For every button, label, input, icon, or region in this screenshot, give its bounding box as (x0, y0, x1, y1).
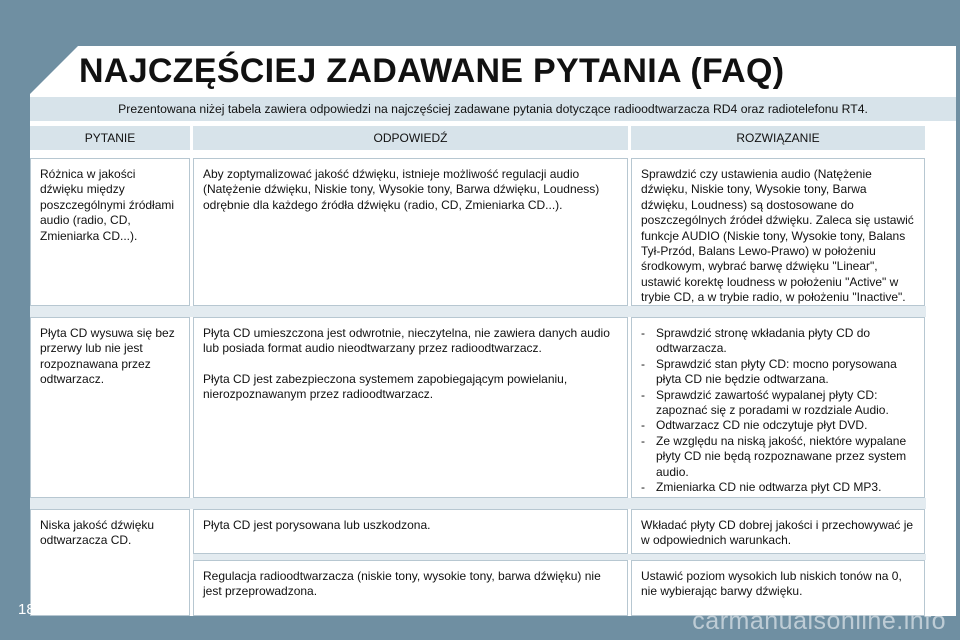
row2-solution-list (641, 326, 915, 495)
watermark: carmanualsonline.info (692, 607, 946, 635)
page-title: NAJCZĘŚCIEJ ZADAWANE PYTANIA (FAQ) (79, 52, 785, 90)
row3-answer-b-text: Regulacja radioodtwarzacza (niskie tony, wysokie tony, barwa dźwięku) nie jest przeprowadzona. (203, 569, 601, 599)
row3-solution-a (631, 509, 925, 554)
row3-answer-a (193, 509, 628, 554)
row3-question-text: Niska jakość dźwięku odtwarzacza CD. (40, 518, 155, 548)
list-item: - Sprawdzić stronę wkładania płyty CD do odtwarzacza. (641, 326, 915, 357)
list-item: - Ze względu na niską jakość, niektóre wypalane płyty CD nie będą rozpoznawane przez system audio. (641, 434, 915, 480)
row-separator (30, 306, 926, 317)
list-item: - Sprawdzić zawartość wypalanej płyty CD: zapoznać się z poradami w rozdziale Audio. (641, 388, 915, 419)
row2-answer-text-1: Płyta CD umieszczona jest odwrotnie, nieczytelna, nie zawiera danych audio lub posiada format audio nieodtwarzany przez radioodtwarzacz. (203, 326, 610, 356)
row3-question (30, 509, 190, 616)
row2-answer (193, 317, 628, 498)
header-answer: ODPOWIEDŹ (193, 126, 628, 150)
row3-solution-a-text: Wkładać płyty CD dobrej jakości i przechowywać je w odpowiednich warunkach. (641, 518, 914, 548)
row1-question (30, 158, 190, 306)
header-solution: ROZWIĄZANIE (631, 126, 925, 150)
row1-answer-text: Aby zoptymalizować jakość dźwięku, istnieje możliwość regulacji audio (Natężenie dźwięku, Niskie tony, Wysokie tony, Barwa dźwięku, Loudness) odrębnie dla każdego źródła dźwięku (radio, CD, Zmieniarka CD...). (203, 167, 600, 212)
row1-question-text: Różnica w jakości dźwięku między poszczególnymi źródłami audio (radio, CD, Zmieniarka CD...). (40, 167, 175, 243)
row3-answer-a-text: Płyta CD jest porysowana lub uszkodzona. (203, 518, 431, 532)
row-separator (30, 498, 926, 509)
list-item: - Zmieniarka CD nie odtwarza płyt CD MP3. (641, 480, 915, 495)
row2-question-text: Płyta CD wysuwa się bez przerwy lub nie jest rozpoznawana przez odtwarzacz. (40, 326, 175, 387)
row2-answer-text-2: Płyta CD jest zabezpieczona systemem zapobiegającym powielaniu, nierozpoznawanym przez radioodtwarzacz. (203, 371, 568, 402)
row2-solution (631, 317, 925, 498)
row1-solution-text: Sprawdzić czy ustawienia audio (Natężenie dźwięku, Niskie tony, Wysokie tony, Barwa dźwięku, Loudness) są dostosowane do poszczególnych źródeł dźwięku. Zaleca się ustawić funkcje AUDIO (Niskie tony, Wysokie tony, Balans Tył-Przód, Balans Lewo-Prawo) w położeniu środkowym, wybrać barwę dźwięku "Linear", ustawić korektę loudness w położeniu "Active" w trybie CD, a w trybie radio, w położeniu "Inactive". (641, 167, 914, 305)
row3-answer-b (193, 560, 628, 616)
row1-answer (193, 158, 628, 306)
row1-solution (631, 158, 925, 306)
list-item: - Sprawdzić stan płyty CD: mocno porysowana płyta CD nie będzie odtwarzana. (641, 357, 915, 388)
page-number: 184 (18, 601, 44, 618)
row2-question (30, 317, 190, 498)
page-subtitle: Prezentowana niżej tabela zawiera odpowiedzi na najczęściej zadawane pytania dotyczące radioodtwarzacza RD4 oraz radiotelefonu RT4. (30, 97, 956, 121)
row3-solution-b-text: Ustawić poziom wysokich lub niskich tonów na 0, nie wybierając barwy dźwięku. (641, 569, 902, 599)
header-question: PYTANIE (30, 126, 190, 150)
list-item: - Odtwarzacz CD nie odczytuje płyt DVD. (641, 418, 915, 433)
